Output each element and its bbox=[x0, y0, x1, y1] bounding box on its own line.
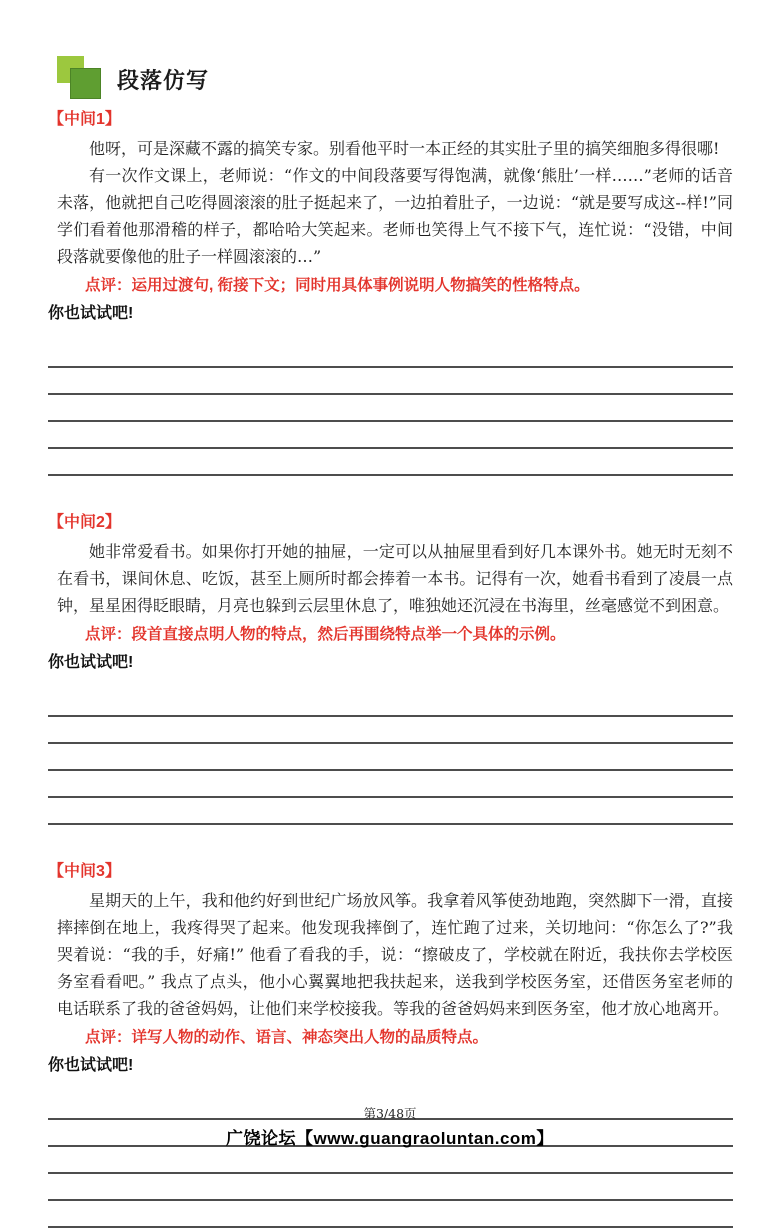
writing-line bbox=[48, 449, 733, 476]
page-footer bbox=[0, 1104, 780, 1149]
icon-square-front bbox=[70, 68, 101, 99]
paragraph: 有一次作文课上，老师说：“作文的中间段落要写得饱满，就像‘熊肚’一样……”老师的话音未落，他就把自己吃得圆滚滚的肚子挺起来了，一边拍着肚子，一边说：“就是要写成这--样!”同学们看着他那滑稽的样子，都哈哈大笑起来。老师也笑得上气不接下气，连忙说：“没错，中间段落就要像他的肚子一样圆滚滚的…” bbox=[57, 166, 733, 266]
section-zhongjian-2 bbox=[48, 509, 733, 856]
writing-line bbox=[48, 717, 733, 744]
writing-line bbox=[48, 1201, 733, 1228]
writing-line bbox=[48, 1174, 733, 1201]
writing-line bbox=[48, 1147, 733, 1174]
paragraph: 他呀，可是深藏不露的搞笑专家。别看他平时一本正经的其实肚子里的搞笑细胞多得很哪! bbox=[89, 139, 720, 158]
section-heading: 【中间3】 bbox=[48, 863, 121, 880]
writing-line bbox=[48, 422, 733, 449]
site-name: 广饶论坛【www.guangraoluntan.com】 bbox=[226, 1129, 554, 1148]
page-number: 第3/48页 bbox=[363, 1106, 417, 1121]
try-it-prompt: 你也试试吧! bbox=[48, 305, 134, 322]
writing-line bbox=[48, 798, 733, 825]
page-content bbox=[0, 56, 780, 1228]
writing-lines bbox=[48, 341, 733, 476]
teacher-comment: 点评：详写人物的动作、语言、神态突出人物的品质特点。 bbox=[85, 1029, 489, 1046]
page-title: 段落仿写 bbox=[117, 67, 210, 93]
writing-line bbox=[48, 395, 733, 422]
writing-line bbox=[48, 744, 733, 771]
section-zhongjian-1 bbox=[48, 106, 733, 507]
writing-line bbox=[48, 690, 733, 717]
teacher-comment: 点评：段首直接点明人物的特点，然后再围绕特点举一个具体的示例。 bbox=[85, 626, 566, 643]
page-header bbox=[57, 56, 733, 102]
writing-lines bbox=[48, 690, 733, 825]
try-it-prompt: 你也试试吧! bbox=[48, 1057, 134, 1074]
section-heading: 【中间2】 bbox=[48, 514, 121, 531]
teacher-comment: 点评：运用过渡句, 衔接下文；同时用具体事例说明人物搞笑的性格特点。 bbox=[85, 277, 590, 294]
section-gap bbox=[48, 476, 733, 507]
worksheet-page bbox=[0, 56, 780, 1159]
writing-line bbox=[48, 368, 733, 395]
paragraph: 星期天的上午，我和他约好到世纪广场放风筝。我拿着风筝使劲地跑，突然脚下一滑，直接摔摔倒在地上，我疼得哭了起来。他发现我摔倒了，连忙跑了过来，关切地问：“你怎么了?”我哭着说：“我的手，好痛!” 他看了看我的手，说：“擦破皮了，学校就在附近，我扶你去学校医务室看看吧。” 我点了点头，他小心翼翼地把我扶起来，送我到学校医务室，还借医务室老师的电话联系了我的爸爸妈妈，让他们来学校接我。等我的爸爸妈妈来到医务室，他才放心地离开。 bbox=[57, 891, 733, 1018]
writing-line bbox=[48, 341, 733, 368]
stacked-green-squares-icon bbox=[57, 56, 103, 102]
try-it-prompt: 你也试试吧! bbox=[48, 654, 134, 671]
section-heading: 【中间1】 bbox=[48, 111, 121, 128]
section-gap bbox=[48, 825, 733, 856]
writing-line bbox=[48, 771, 733, 798]
section-zhongjian-3 bbox=[48, 858, 733, 1228]
paragraph: 她非常爱看书。如果你打开她的抽屉，一定可以从抽屉里看到好几本课外书。她无时无刻不在看书，课间休息、吃饭，甚至上厕所时都会捧着一本书。记得有一次，她看书看到了凌晨一点钟，星星困得眨眼睛，月亮也躲到云层里休息了，唯独她还沉浸在书海里，丝毫感觉不到困意。 bbox=[57, 542, 733, 615]
